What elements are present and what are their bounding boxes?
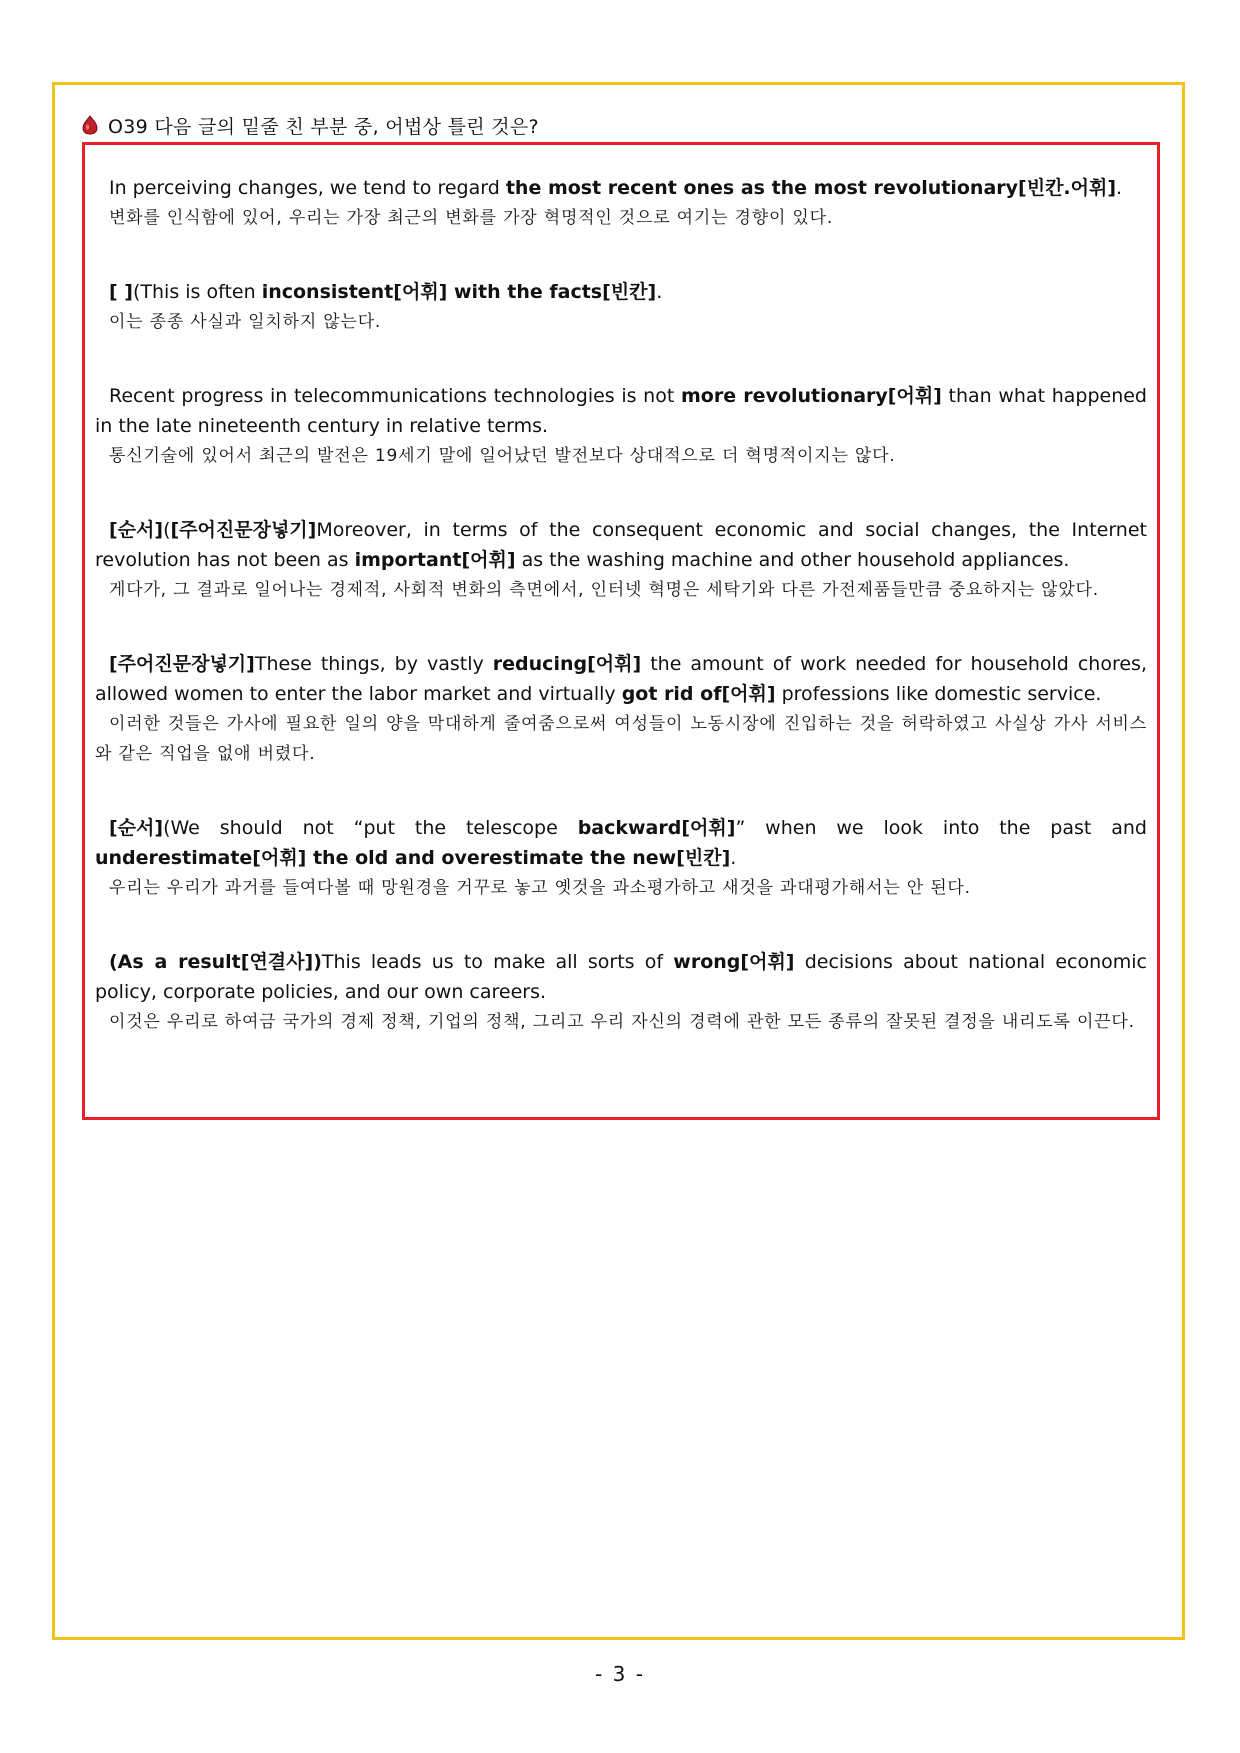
bold-segment: [순서] [109, 817, 164, 839]
bold-segment: more revolutionary[어휘] [680, 385, 942, 407]
text-segment: . [1116, 177, 1123, 199]
text-segment: as the washing machine and other household appliances. [515, 549, 1070, 571]
question-header [82, 110, 539, 140]
text-segment: This leads us to make all sorts of [321, 951, 674, 973]
bold-segment: (As a result[연결사]) [109, 951, 322, 973]
bold-segment: [주어진문장넣기] [109, 653, 255, 675]
bold-segment: [ ] [109, 281, 133, 303]
korean-translation: 우리는 우리가 과거를 들여다볼 때 망원경을 거꾸로 놓고 옛것을 과소평가하고 새것을 과대평가해서는 안 된다. [109, 878, 971, 898]
passage-entry-2 [95, 277, 1147, 337]
passage-entry-3 [95, 381, 1147, 471]
passage-entry-4 [95, 515, 1147, 605]
english-sentence [95, 277, 1147, 307]
text-segment: decisions about national economic policy, corporate policies, and our own careers. [95, 951, 1147, 1003]
english-sentence [95, 947, 1147, 1007]
text-segment: ( [163, 519, 171, 541]
bold-segment: the most recent ones as the most revolutionary[빈칸.어휘] [505, 177, 1117, 199]
bold-segment: wrong[어휘] [673, 951, 795, 973]
red-drop-bullet-icon [82, 115, 98, 135]
text-segment: . [730, 847, 737, 869]
passage-entry-1 [95, 173, 1147, 233]
text-segment: than what happened in the late nineteenth century in relative terms. [95, 385, 1147, 437]
text-segment: Recent progress in telecommunications technologies is not [109, 385, 681, 407]
passage-entry-6 [95, 813, 1147, 903]
korean-translation: 변화를 인식함에 있어, 우리는 가장 최근의 변화를 가장 혁명적인 것으로 여기는 경향이 있다. [109, 208, 834, 228]
korean-translation: 이러한 것들은 가사에 필요한 일의 양을 막대하게 줄여줌으로써 여성들이 노동시장에 진입하는 것을 허락하였고 사실상 가사 서비스와 같은 직업을 없애 버렸다. [95, 714, 1147, 764]
english-sentence [95, 381, 1147, 441]
bold-segment: inconsistent[어휘] with the facts[빈칸] [261, 281, 657, 303]
bold-segment: [순서] [109, 519, 164, 541]
korean-translation: 이는 종종 사실과 일치하지 않는다. [109, 312, 382, 332]
english-sentence [95, 515, 1147, 575]
korean-translation: 게다가, 그 결과로 일어나는 경제적, 사회적 변화의 측면에서, 인터넷 혁명은 세탁기와 다른 가전제품들만큼 중요하지는 않았다. [109, 580, 1099, 600]
korean-translation: 이것은 우리로 하여금 국가의 경제 정책, 기업의 정책, 그리고 우리 자신의 경력에 관한 모든 종류의 잘못된 결정을 내리도록 이끈다. [109, 1012, 1135, 1032]
bold-segment: [주어진문장넣기] [170, 519, 317, 541]
bold-segment: important[어휘] [354, 549, 516, 571]
english-sentence [95, 813, 1147, 873]
text-segment: (We should not “put the telescope [163, 817, 578, 839]
text-segment: . [656, 281, 663, 303]
text-segment: professions like domestic service. [775, 683, 1102, 705]
korean-translation: 통신기술에 있어서 최근의 발전은 19세기 말에 일어났던 발전보다 상대적으로 더 혁명적이지는 않다. [109, 446, 896, 466]
text-segment: (This is often [132, 281, 262, 303]
passage-entry-7 [95, 947, 1147, 1037]
english-sentence [95, 173, 1147, 203]
text-segment: These things, by vastly [254, 653, 493, 675]
bold-segment: reducing[어휘] [492, 653, 642, 675]
passage-box [82, 142, 1160, 1120]
question-title: O39 다음 글의 밑줄 친 부분 중, 어법상 틀린 것은? [108, 115, 539, 138]
page-number: - 3 - [595, 1662, 645, 1686]
bold-segment: underestimate[어휘] the old and overestimate the new[빈칸] [95, 847, 731, 869]
bold-segment: backward[어휘] [577, 817, 736, 839]
text-segment: Moreover, in terms of the consequent economic and social changes, the Internet revolution has not been as [95, 519, 1147, 571]
text-segment: In perceiving changes, we tend to regard [109, 177, 506, 199]
passage-entry-5 [95, 649, 1147, 769]
text-segment: ” when we look into the past and [735, 817, 1147, 839]
bold-segment: got rid of[어휘] [621, 683, 776, 705]
text-segment: the amount of work needed for household chores, allowed women to enter the labor market and virtually [95, 653, 1147, 705]
english-sentence [95, 649, 1147, 709]
